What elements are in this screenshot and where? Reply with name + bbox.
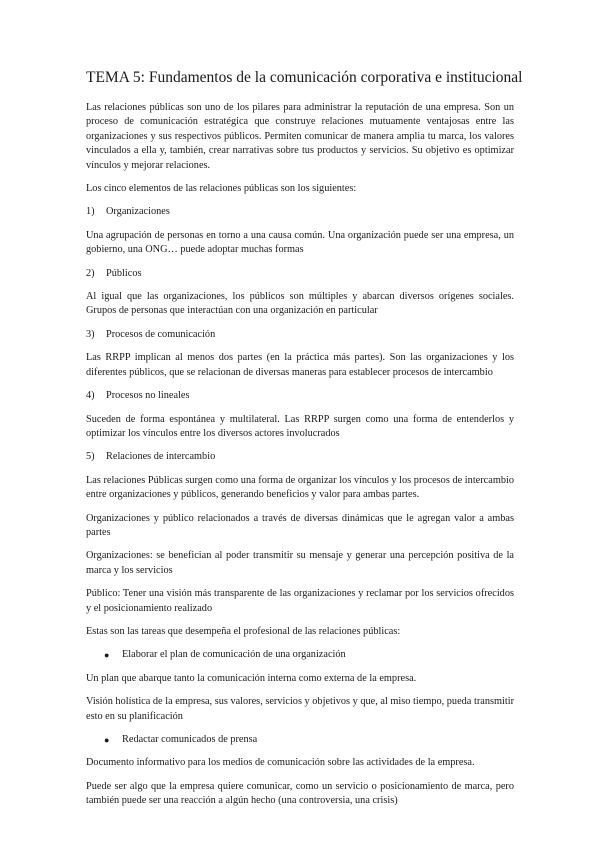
tasks-intro: Estas son las tareas que desempeña el profesional de las relaciones públicas: — [86, 625, 401, 637]
element-paragraph: Organizaciones y público relacionados a través de diversas dinámicas que le agregan valor a ambas partes — [86, 512, 514, 538]
element-paragraph: Las relaciones Públicas surgen como una forma de organizar los vínculos y los procesos de intercambio entre organizaciones y públicos, generando beneficios y valor para ambas partes. — [86, 474, 514, 501]
task-paragraph: Un plan que abarque tanto la comunicación interna como externa de la empresa. — [86, 672, 417, 684]
task-bullet-plan — [86, 648, 514, 662]
task-label: Redactar comunicados de prensa — [122, 734, 258, 745]
task-paragraph: Visión holística de la empresa, sus valores, servicios y objetivos y que, al miso tiempo, pueda transmitir esto en su planificación — [86, 696, 514, 722]
element-heading-text: Organizaciones — [106, 206, 170, 218]
element-number: 5) — [86, 451, 95, 463]
task-bullet-comunicados — [86, 733, 514, 747]
element-paragraph: Al igual que las organizaciones, los públicos son múltiples y abarcan diversos orígenes sociales. Grupos de personas que interactúan con una organización en particular — [86, 291, 514, 317]
task-paragraph: Documento informativo para los medios de comunicación sobre las actividades de la empresa. — [86, 757, 475, 769]
element-heading-text: Procesos de comunicación — [106, 328, 216, 340]
elements-intro: Los cinco elementos de las relaciones públicas son los siguientes: — [86, 183, 357, 195]
element-paragraph: Una agrupación de personas en torno a una causa común. Una organización puede ser una empresa, un gobierno, una ONG… puede adoptar muchas formas — [86, 229, 514, 256]
element-paragraph: Público: Tener una visión más transparente de las organizaciones y reclamar por los servicios ofrecidos y el posicionamiento realizado — [86, 588, 514, 614]
element-paragraph: Organizaciones: se benefician al poder transmitir su mensaje y generar una percepción positiva de la marca y los servicios — [86, 550, 514, 576]
element-number: 3) — [86, 328, 95, 340]
element-number: 1) — [86, 206, 95, 218]
element-heading-relaciones-intercambio — [86, 450, 514, 464]
intro-paragraph: Las relaciones públicas son uno de los pilares para administrar la reputación de una empresa. Son un proceso de comunicación estratégica que construye relaciones mutuamente ventajosas entre las organizaciones y sus respectivos públicos. Permiten comunicar de manera amplia tu marca, los valores vinculados a ella y, también, crear narrativas sobre tus productos y servicios. Su objetivo es optimizar vínculos y mejorar relaciones. — [86, 102, 514, 171]
element-paragraph: Suceden de forma espontánea y multilateral. Las RRPP surgen como una forma de entenderlos y optimizar los vínculos entre los diversos actores involucrados — [86, 413, 514, 439]
element-paragraph: Las RRPP implican al menos dos partes (en la práctica más partes). Son las organizaciones y los diferentes públicos, que se relacionan de diversas maneras para establecer procesos de intercambio — [86, 352, 514, 378]
task-paragraph: Puede ser algo que la empresa quiere comunicar, como un servicio o posicionamiento de marca, pero también puede ser una reacción a algún hecho (una controversia, una crisis) — [86, 780, 514, 807]
element-heading-organizaciones — [86, 205, 514, 219]
element-heading-procesos-comunicacion — [86, 328, 514, 342]
element-number: 2) — [86, 267, 95, 279]
task-label: Elaborar el plan de comunicación de una organización — [122, 649, 346, 661]
element-heading-text: Procesos no lineales — [106, 390, 190, 402]
element-heading-procesos-no-lineales — [86, 389, 514, 403]
element-heading-publicos — [86, 267, 514, 281]
bullet-icon: ● — [104, 735, 110, 745]
element-heading-text: Públicos — [106, 267, 142, 279]
page-title: TEMA 5: Fundamentos de la comunicación corporativa e institucional — [86, 69, 523, 86]
element-number: 4) — [86, 390, 95, 402]
bullet-icon: ● — [104, 650, 110, 661]
element-heading-text: Relaciones de intercambio — [106, 451, 216, 463]
